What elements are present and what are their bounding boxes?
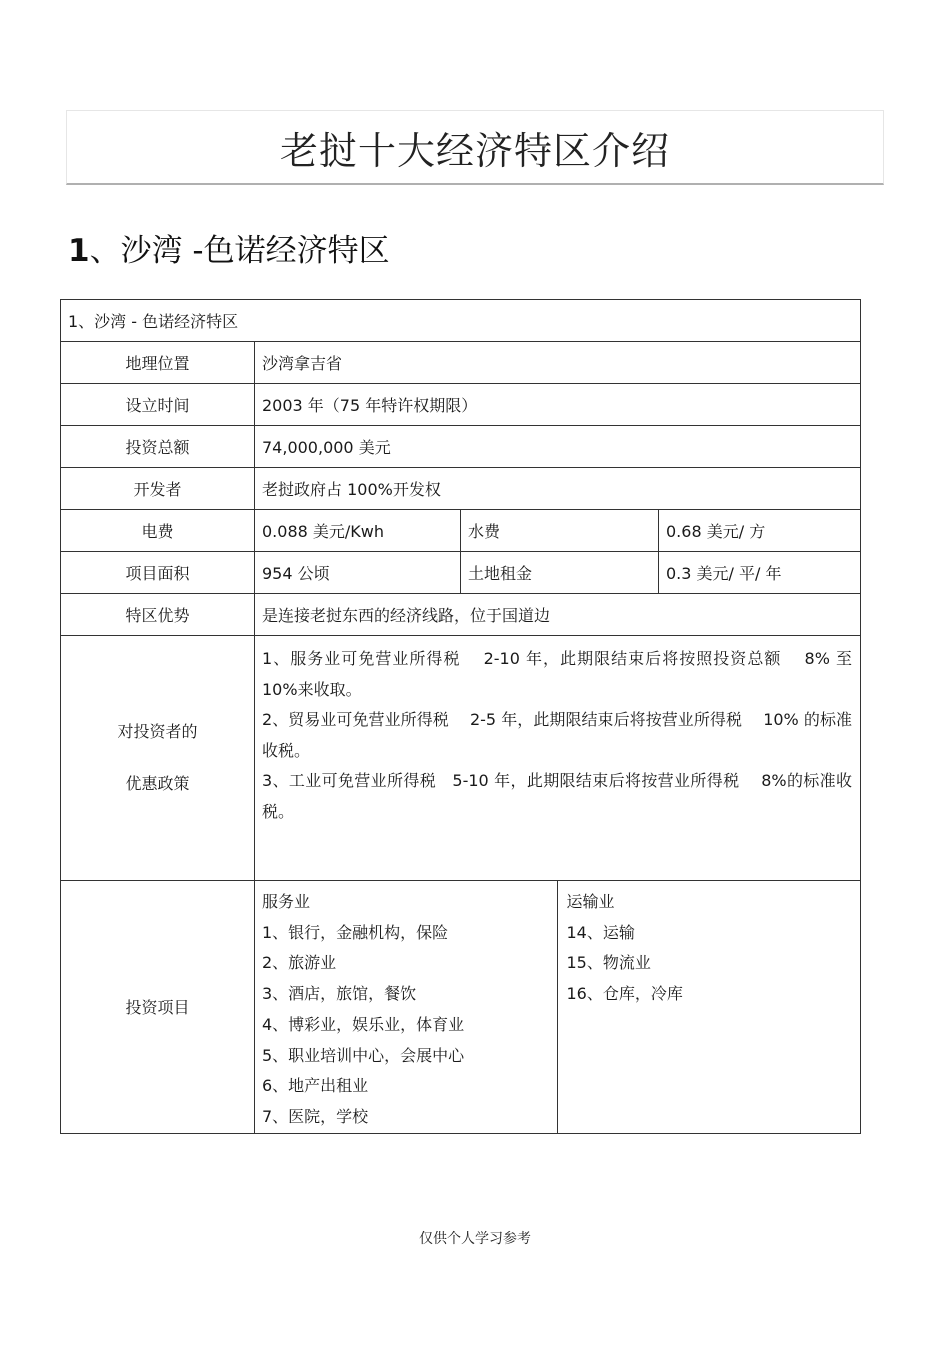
policy-item: 1、服务业可免营业所得税 2-10 年，此期限结束后将按照投资总额 8% 至 10%来收取。 — [262, 649, 853, 699]
policy-label-line-1: 对投资者的 — [117, 722, 198, 741]
section-heading — [68, 225, 390, 270]
policy-item: 3、工业可免营业所得税 5-10 年，此期限结束后将按营业所得税 8%的标准收税。 — [262, 771, 853, 821]
section-title: 、沙湾 -色诺经济特区 — [89, 233, 390, 269]
table-row — [61, 636, 861, 881]
list-item: 6、地产出租业 — [262, 1076, 369, 1096]
title-box — [66, 110, 884, 185]
location-value: 沙湾拿吉省 — [255, 342, 861, 384]
area-label: 项目面积 — [61, 552, 255, 594]
list-item: 3、酒店，旅馆，餐饮 — [262, 984, 417, 1004]
table-caption: 1、沙湾 - 色诺经济特区 — [61, 300, 861, 342]
document-title: 老挝十大经济特区介绍 — [279, 128, 670, 173]
transport-column — [557, 881, 860, 1133]
table-row — [61, 300, 861, 342]
table-row — [61, 468, 861, 510]
policy-label-line-2: 优惠政策 — [125, 774, 190, 793]
list-item: 7、医院，学校 — [262, 1106, 369, 1126]
list-item: 14、运输 — [566, 922, 635, 942]
established-value: 2003 年（75 年特许权期限） — [255, 384, 861, 426]
section-number: 1 — [68, 233, 90, 269]
policy-list — [255, 636, 861, 881]
policy-label — [61, 636, 255, 881]
table-row — [61, 552, 861, 594]
projects-label: 投资项目 — [61, 881, 255, 1134]
developer-value: 老挝政府占 100%开发权 — [255, 468, 861, 510]
water-value: 0.68 美元/ 方 — [659, 510, 861, 552]
electricity-value: 0.088 美元/Kwh — [255, 510, 461, 552]
list-item: 16、仓库，冷库 — [566, 984, 683, 1004]
page-footer: 仅供个人学习参考 — [419, 1231, 531, 1247]
investment-value: 74,000,000 美元 — [255, 426, 861, 468]
list-item: 2、旅游业 — [262, 953, 337, 973]
table-row — [61, 426, 861, 468]
transport-heading: 运输业 — [566, 892, 615, 911]
services-column — [255, 881, 557, 1133]
table-row — [61, 881, 861, 1134]
area-value: 954 公顷 — [255, 552, 461, 594]
table-row — [61, 594, 861, 636]
table-row — [61, 384, 861, 426]
list-item: 5、职业培训中心，会展中心 — [262, 1045, 465, 1065]
established-label: 设立时间 — [61, 384, 255, 426]
policy-item: 2、贸易业可免营业所得税 2-5 年，此期限结束后将按营业所得税 10% 的标准收税。 — [262, 710, 853, 760]
advantage-label: 特区优势 — [61, 594, 255, 636]
projects-cell — [255, 881, 861, 1134]
rent-value: 0.3 美元/ 平/ 年 — [659, 552, 861, 594]
list-item: 4、博彩业，娱乐业，体育业 — [262, 1014, 465, 1034]
list-item: 15、物流业 — [566, 953, 651, 973]
list-item: 1、银行，金融机构，保险 — [262, 922, 449, 942]
rent-label: 土地租金 — [461, 552, 659, 594]
advantage-value: 是连接老挝东西的经济线路，位于国道边 — [255, 594, 861, 636]
water-label: 水费 — [461, 510, 659, 552]
table-row — [61, 342, 861, 384]
location-label: 地理位置 — [61, 342, 255, 384]
electricity-label: 电费 — [61, 510, 255, 552]
services-heading: 服务业 — [262, 892, 311, 911]
table-row — [61, 510, 861, 552]
investment-label: 投资总额 — [61, 426, 255, 468]
developer-label: 开发者 — [61, 468, 255, 510]
zone-info-table — [60, 299, 861, 1134]
projects-inner-table — [255, 881, 860, 1133]
